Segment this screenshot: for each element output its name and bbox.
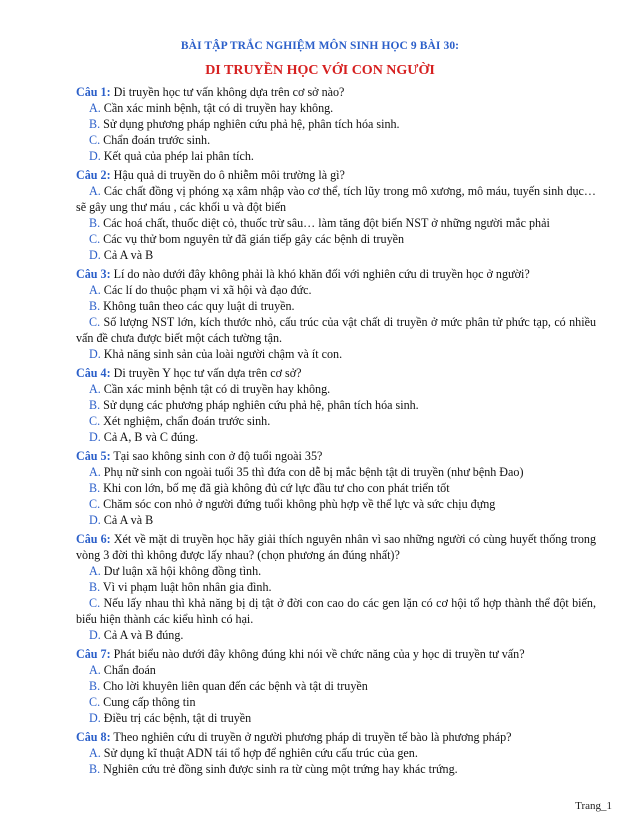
- answer-option: [76, 627, 596, 643]
- question-text: Lí do nào dưới đây không phải là khó khăn đối với nghiên cứu di truyền học ở người?: [113, 267, 530, 281]
- question-label: Câu 3:: [76, 267, 111, 281]
- question-stem: [76, 365, 596, 381]
- option-label: D.: [89, 347, 101, 361]
- answer-option: [76, 512, 596, 528]
- question-stem: [76, 646, 596, 662]
- option-text: Các vụ thử bom nguyên tử đã gián tiếp gây các bệnh di truyền: [103, 232, 405, 246]
- option-text: Cần xác minh bệnh tật có di truyền hay không.: [103, 382, 331, 396]
- answer-option: [76, 314, 596, 346]
- answer-option: [76, 579, 596, 595]
- option-label: C.: [89, 497, 101, 511]
- answer-option: [76, 282, 596, 298]
- answer-option: [76, 694, 596, 710]
- question-label: Câu 8:: [76, 730, 111, 744]
- question-label: Câu 6:: [76, 532, 111, 546]
- option-label: D.: [89, 430, 101, 444]
- option-text: Sử dụng các phương pháp nghiên cứu phả hệ, phân tích hóa sinh.: [103, 398, 419, 412]
- option-label: A.: [89, 564, 101, 578]
- answer-option: [76, 710, 596, 726]
- question-2: [76, 167, 596, 263]
- option-label: C.: [89, 133, 101, 147]
- answer-option: [76, 298, 596, 314]
- option-label: A.: [89, 184, 101, 198]
- option-text: Số lượng NST lớn, kích thước nhỏ, cấu trúc của vật chất di truyền ở mức phân tử phức tạp, có nhiều vấn đề chưa được biết một cách tường tận.: [76, 315, 596, 345]
- answer-option: [76, 745, 596, 761]
- answer-option: [76, 148, 596, 164]
- option-text: Các lí do thuộc phạm vi xã hội và đạo đức.: [103, 283, 312, 297]
- option-text: Vì vi phạm luật hôn nhân gia đình.: [102, 580, 272, 594]
- option-text: Sử dụng kĩ thuật ADN tái tổ hợp để nghiên cứu cấu trúc của gen.: [103, 746, 418, 760]
- option-label: A.: [89, 283, 101, 297]
- option-text: Khi con lớn, bố mẹ đã già không đủ cứ lực đầu tư cho con phát triển tốt: [103, 481, 450, 495]
- option-text: Khả năng sinh sản của loài người chậm và ít con.: [103, 347, 343, 361]
- answer-option: [76, 215, 596, 231]
- option-label: C.: [89, 695, 101, 709]
- answer-option: [76, 563, 596, 579]
- answer-option: [76, 231, 596, 247]
- question-3: [76, 266, 596, 362]
- option-label: C.: [89, 596, 101, 610]
- option-text: Nếu lấy nhau thì khả năng bị dị tật ở đời con cao do các gen lặn có cơ hội tổ hợp thành thể đột biến, biểu hiện thành các kiểu hình có hại.: [76, 596, 596, 626]
- question-5: [76, 448, 596, 528]
- question-text: Tại sao không sinh con ở độ tuổi ngoài 35?: [113, 449, 323, 463]
- option-label: C.: [89, 414, 101, 428]
- option-text: Chẩn đoán: [103, 663, 156, 677]
- answer-option: [76, 662, 596, 678]
- question-label: Câu 2:: [76, 168, 111, 182]
- answer-option: [76, 247, 596, 263]
- question-text: Hậu quả di truyền do ô nhiễm môi trường là gì?: [113, 168, 345, 182]
- option-label: D.: [89, 628, 101, 642]
- option-text: Cần xác minh bệnh, tật có di truyền hay không.: [103, 101, 334, 115]
- option-label: D.: [89, 248, 101, 262]
- answer-option: [76, 132, 596, 148]
- option-label: B.: [89, 117, 101, 131]
- answer-option: [76, 116, 596, 132]
- question-1: [76, 84, 596, 164]
- question-stem: [76, 729, 596, 745]
- answer-option: [76, 480, 596, 496]
- question-stem: [76, 448, 596, 464]
- question-stem: [76, 84, 596, 100]
- question-text: Phát biểu nào dưới đây không đúng khi nói về chức năng của y học di truyền tư vấn?: [113, 647, 525, 661]
- question-label: Câu 5:: [76, 449, 111, 463]
- option-label: B.: [89, 481, 101, 495]
- answer-option: [76, 397, 596, 413]
- option-text: Cho lời khuyên liên quan đến các bệnh và tật di truyền: [103, 679, 368, 693]
- answer-option: [76, 761, 596, 777]
- answer-option: [76, 429, 596, 445]
- option-label: D.: [89, 149, 101, 163]
- option-text: Cả A và B: [103, 248, 154, 262]
- option-text: Các chất đồng vị phóng xạ xâm nhập vào cơ thể, tích lũy trong mô xương, mô máu, tuyến sinh dục…sẽ gây ung thư máu , các khối u và đột biến: [76, 184, 596, 214]
- question-stem: [76, 167, 596, 183]
- answer-option: [76, 678, 596, 694]
- question-text: Di truyền học tư vấn không dựa trên cơ sở nào?: [113, 85, 345, 99]
- answer-option: [76, 381, 596, 397]
- answer-option: [76, 496, 596, 512]
- option-label: D.: [89, 711, 101, 725]
- question-text: Xét về mặt di truyền học hãy giải thích nguyên nhân vì sao những người có cùng huyết thống trong vòng 3 đời thì không được lấy nhau? (chọn phương án đúng nhất)?: [76, 532, 596, 562]
- option-text: Kết quả của phép lai phân tích.: [103, 149, 254, 163]
- option-label: A.: [89, 746, 101, 760]
- option-text: Cả A và B: [103, 513, 154, 527]
- option-label: B.: [89, 398, 101, 412]
- option-text: Nghiên cứu trẻ đồng sinh được sinh ra từ cùng một trứng hay khác trứng.: [103, 762, 458, 776]
- option-text: Phụ nữ sinh con ngoài tuổi 35 thì đứa con dễ bị mắc bệnh tật di truyền (như bệnh Đao): [103, 465, 524, 479]
- option-text: Xét nghiệm, chẩn đoán trước sinh.: [103, 414, 271, 428]
- option-label: A.: [89, 663, 101, 677]
- option-label: B.: [89, 216, 101, 230]
- question-stem: [76, 531, 596, 563]
- question-label: Câu 1:: [76, 85, 111, 99]
- option-text: Sử dụng phương pháp nghiên cứu phả hệ, phân tích hóa sinh.: [103, 117, 400, 131]
- question-text: Theo nghiên cứu di truyền ở người phương pháp di truyền tế bào là phương pháp?: [113, 730, 512, 744]
- document-title: BÀI TẬP TRẮC NGHIỆM MÔN SINH HỌC 9 BÀI 30:: [180, 40, 460, 52]
- answer-option: [76, 183, 596, 215]
- question-label: Câu 7:: [76, 647, 111, 661]
- question-6: [76, 531, 596, 643]
- answer-option: [76, 595, 596, 627]
- option-label: D.: [89, 513, 101, 527]
- question-list: [76, 84, 596, 780]
- option-label: A.: [89, 382, 101, 396]
- option-text: Các hoá chất, thuốc diệt cỏ, thuốc trừ sâu… làm tăng đột biến NST ở những người mắc phải: [103, 216, 550, 230]
- answer-option: [76, 413, 596, 429]
- option-text: Cả A và B đúng.: [103, 628, 184, 642]
- option-label: A.: [89, 465, 101, 479]
- question-8: [76, 729, 596, 777]
- option-label: C.: [89, 232, 101, 246]
- option-label: B.: [89, 299, 101, 313]
- question-4: [76, 365, 596, 445]
- question-text: Di truyền Y học tư vấn dựa trên cơ sở?: [113, 366, 302, 380]
- answer-option: [76, 100, 596, 116]
- page-number: Trang_1: [575, 800, 612, 812]
- option-text: Dư luận xã hội không đồng tình.: [103, 564, 262, 578]
- option-label: C.: [89, 315, 101, 329]
- answer-option: [76, 346, 596, 362]
- document-subtitle: DI TRUYỀN HỌC VỚI CON NGƯỜI: [205, 63, 435, 78]
- option-text: Cung cấp thông tin: [103, 695, 196, 709]
- option-label: A.: [89, 101, 101, 115]
- option-text: Chẩn đoán trước sinh.: [103, 133, 211, 147]
- option-label: B.: [89, 762, 101, 776]
- option-text: Chăm sóc con nhỏ ở người đứng tuổi không phù hợp về thể lực và sức chịu đựng: [103, 497, 496, 511]
- option-text: Cả A, B và C đúng.: [103, 430, 199, 444]
- question-stem: [76, 266, 596, 282]
- question-7: [76, 646, 596, 726]
- option-label: B.: [89, 679, 101, 693]
- answer-option: [76, 464, 596, 480]
- option-text: Điều trị các bệnh, tật di truyền: [103, 711, 252, 725]
- question-label: Câu 4:: [76, 366, 111, 380]
- option-label: B.: [89, 580, 101, 594]
- option-text: Không tuân theo các quy luật di truyền.: [103, 299, 295, 313]
